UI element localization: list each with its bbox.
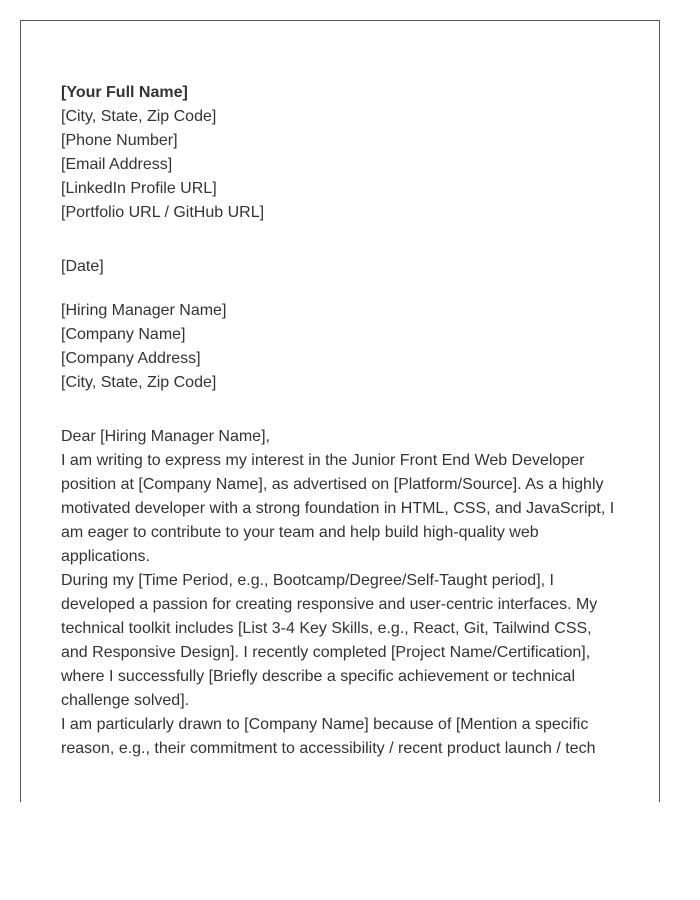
letter-page: [20, 20, 660, 802]
letter-date: [Date]: [61, 258, 104, 275]
body-paragraph-3: I am particularly drawn to [Company Name] because of [Mention a specific reason, e.g., their commitment to accessibility / recent product launch / tech: [61, 716, 596, 757]
recipient-company: [Company Name]: [61, 326, 186, 343]
recipient-city: [City, State, Zip Code]: [61, 374, 217, 391]
sender-phone: [Phone Number]: [61, 132, 178, 149]
recipient-address: [Company Address]: [61, 350, 201, 367]
body-paragraph-2: During my [Time Period, e.g., Bootcamp/Degree/Self-Taught period], I developed a passion for creating responsive and user-centric interfaces. My technical toolkit includes [List 3-4 Key Skills, e.g., React, Git, Tailwind CSS, and Responsive Design]. I recently completed [Project Name/Certification], where I successfully [Briefly describe a specific achievement or technical challenge solved].: [61, 572, 598, 709]
sender-name: [Your Full Name]: [61, 84, 188, 101]
sender-city: [City, State, Zip Code]: [61, 108, 217, 125]
recipient-block: [61, 299, 621, 395]
date-block: [61, 255, 621, 279]
sender-portfolio: [Portfolio URL / GitHub URL]: [61, 204, 265, 221]
sender-linkedin: [LinkedIn Profile URL]: [61, 180, 217, 197]
letter-content: [61, 81, 621, 761]
sender-block: [61, 81, 621, 225]
salutation-block: [61, 425, 621, 449]
recipient-manager: [Hiring Manager Name]: [61, 302, 227, 319]
sender-email: [Email Address]: [61, 156, 173, 173]
body-paragraph-1: I am writing to express my interest in the Junior Front End Web Developer position at [Company Name], as advertised on [Platform/Source]. As a highly motivated developer with a strong foundation in HTML, CSS, and JavaScript, I am eager to contribute to your team and help build high-quality web applications.: [61, 452, 615, 565]
salutation: Dear [Hiring Manager Name],: [61, 428, 270, 445]
